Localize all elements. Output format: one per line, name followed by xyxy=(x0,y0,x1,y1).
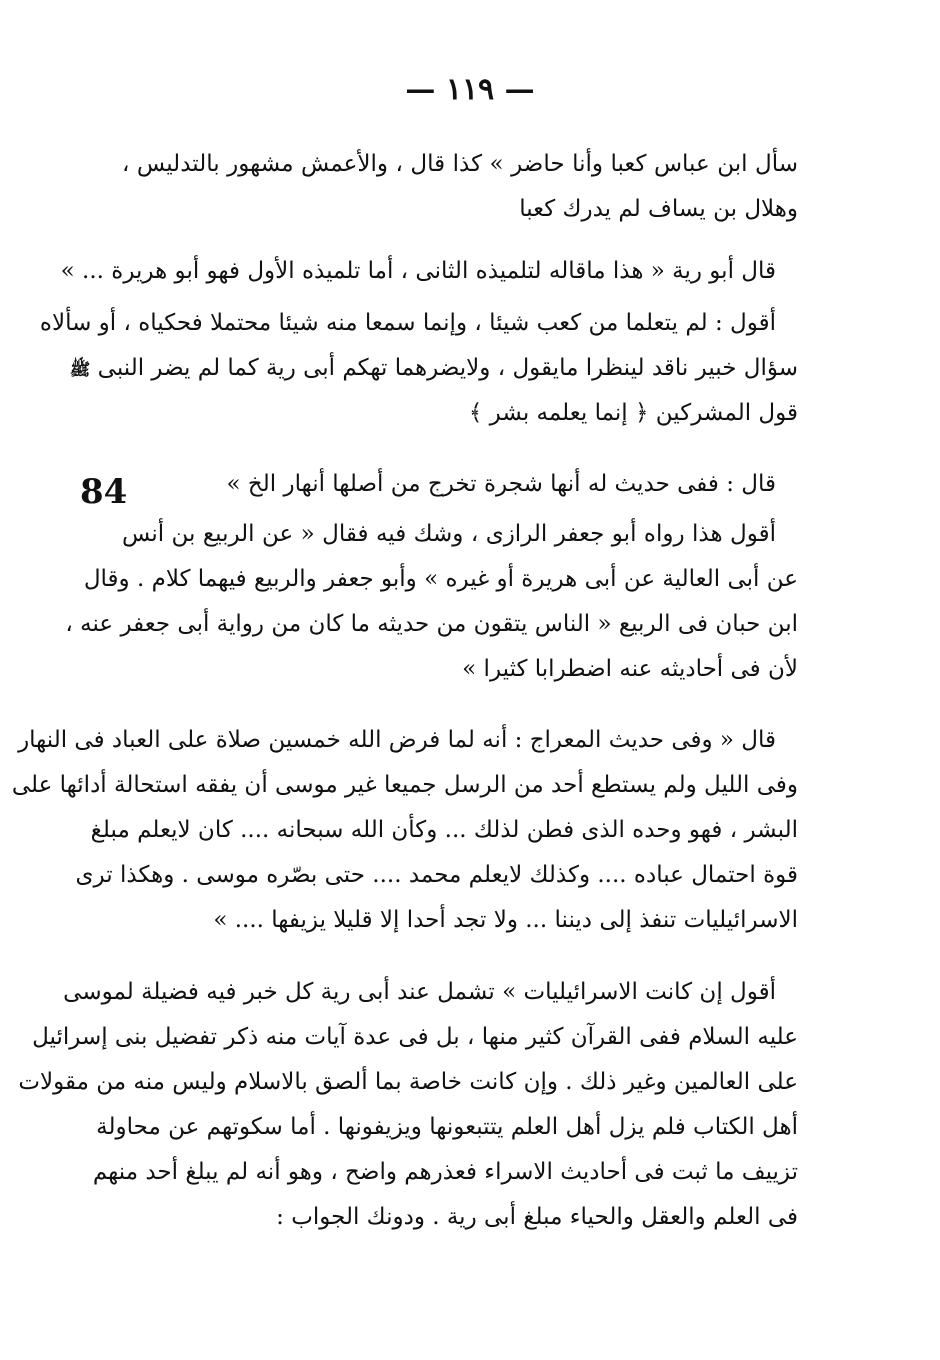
text-line: قول المشركين ﴿ إنما يعلمه بشر ﴾ xyxy=(468,400,798,426)
paragraph-reply-tree xyxy=(65,512,798,692)
text-line: ابن حبان فى الربيع « الناس يتقون من حديثه ما كان من رواية أبى جعفر عنه ، xyxy=(65,611,798,637)
paragraph-continuation xyxy=(122,142,798,232)
paragraph-reply-israiliyyat xyxy=(18,970,798,1240)
text-line: عن أبى العالية عن أبى هريرة أو غيره » وأبو جعفر والربيع فيهما كلام . وقال xyxy=(83,566,798,592)
paragraph-quote-abu-rayya xyxy=(60,249,798,294)
text-line-with-honorific xyxy=(69,346,798,391)
paragraph-quote-tree xyxy=(122,462,798,507)
text-line: فى العلم والعقل والحياء مبلغ أبى رية . ودونك الجواب : xyxy=(276,1204,798,1230)
text-line: قوة احتمال عباده .... وكذلك لايعلم محمد .... حتى بصّره موسى . وهكذا ترى xyxy=(75,862,798,888)
text-line: على العالمين وغير ذلك . وإن كانت خاصة بما ألصق بالاسلام وليس منه من مقولات xyxy=(18,1069,798,1095)
text-line: وفى الليل ولم يستطع أحد من الرسل جميعا غير موسى أن يفقه استحالة أدائها على xyxy=(11,772,798,798)
text-line: الاسرائيليات تنفذ إلى ديننا ... ولا تجد أحدا إلا قليلا يزيفها .... » xyxy=(213,907,798,933)
margin-note: 84 xyxy=(80,472,128,512)
text-line: أقول إن كانت الاسرائيليات » تشمل عند أبى رية كل خبر فيه فضيلة لموسى xyxy=(63,979,776,1005)
text-line: عليه السلام ففى القرآن كثير منها ، بل فى عدة آيات منه ذكر تفضيل بنى إسرائيل xyxy=(32,1024,798,1050)
paragraph-quote-miraj xyxy=(11,718,798,943)
text-line: لأن فى أحاديثه عنه اضطرابا كثيرا » xyxy=(462,656,798,682)
text-line: البشر ، فهو وحده الذى فطن لذلك ... وكأن الله سبحانه .... كان لايعلم مبلغ xyxy=(90,817,798,843)
text-line: أقول : لم يتعلما من كعب شيئا ، وإنما سمعا منه شيئا محتملا فحكياه ، أو سألاه xyxy=(39,310,776,336)
paragraph-reply-kaab xyxy=(39,301,798,436)
text-line: تزييف ما ثبت فى أحاديث الاسراء فعذرهم واضح ، وهو أنه لم يبلغ أحد منهم xyxy=(92,1159,798,1185)
text-line: قال « وفى حديث المعراج : أنه لما فرض الله خمسين صلاة على العباد فى النهار xyxy=(18,727,776,753)
honorific-symbol: ﷺ xyxy=(69,360,91,380)
text-line: أقول هذا رواه أبو جعفر الرازى ، وشك فيه فقال « عن الربيع بن أنس xyxy=(122,521,776,547)
text-line: وهلال بن يساف لم يدرك كعبا xyxy=(519,196,798,222)
text-line: سأل ابن عباس كعبا وأنا حاضر » كذا قال ، والأعمش مشهور بالتدليس ، xyxy=(122,151,798,177)
text-line: أهل الكتاب فلم يزل أهل العلم يتتبعونها ويزيفونها . أما سكوتهم عن محاولة xyxy=(96,1114,798,1140)
page-number: — ١١٩ — xyxy=(405,72,535,107)
text-line: قال أبو رية « هذا ماقاله لتلميذه الثانى ، أما تلميذه الأول فهو أبو هريرة ... » xyxy=(60,258,776,284)
text-line: سؤال خبير ناقد لينظرا مايقول ، ولايضرهما تهكم أبى رية كما لم يضر النبى xyxy=(97,355,798,381)
text-line: قال : ففى حديث له أنها شجرة تخرج من أصلها أنهار الخ » xyxy=(226,471,776,497)
